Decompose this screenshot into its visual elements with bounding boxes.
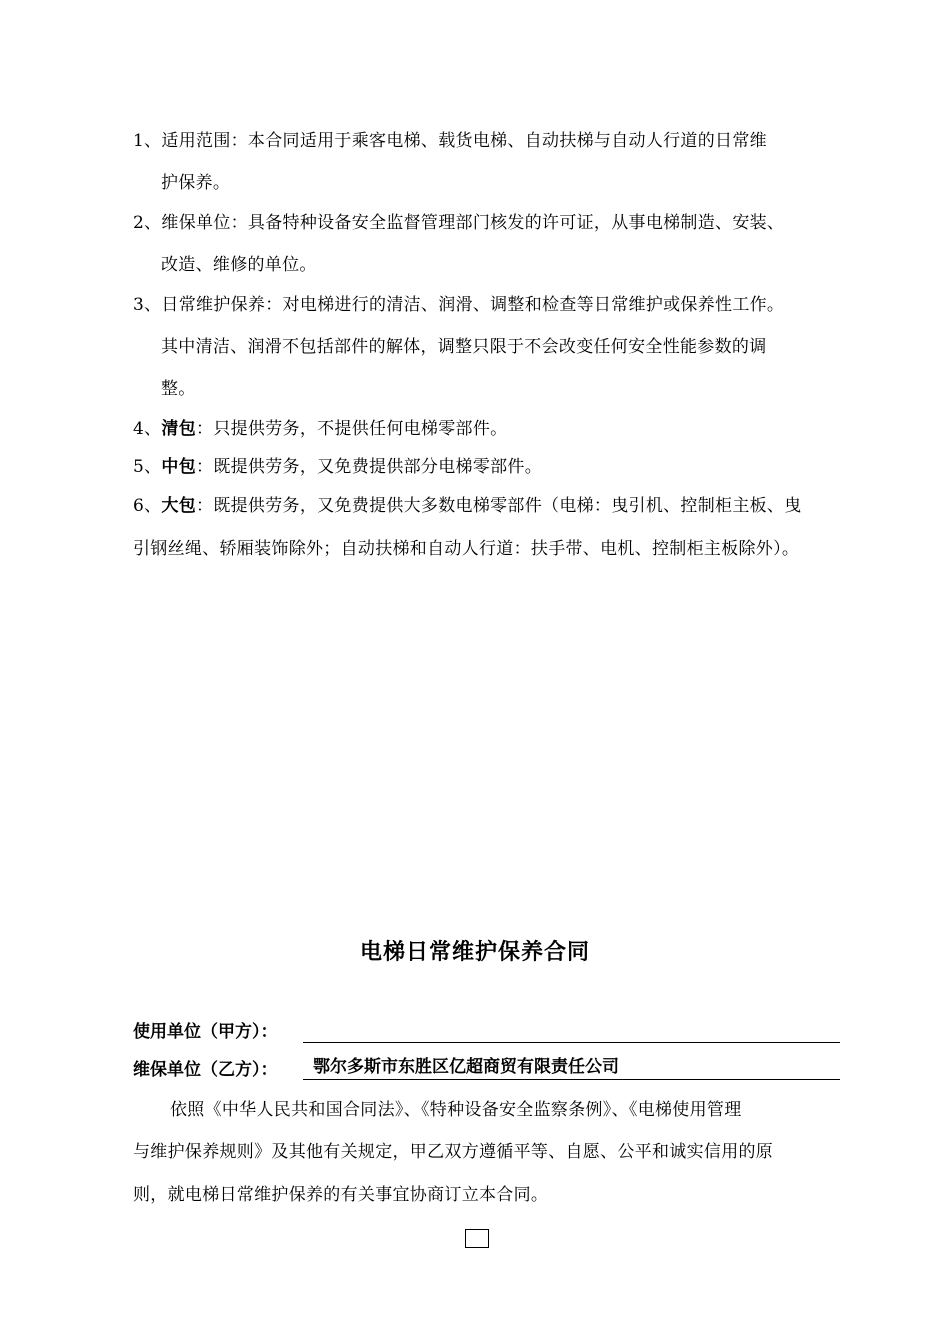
definition-4: [133, 417, 507, 441]
definition-6-continuation: 引钢丝绳、轿厢装饰除外；自动扶梯和自动人行道：扶手带、电机、控制柜主板除外）。: [133, 539, 800, 559]
preamble-line-3: 则，就电梯日常维护保养的有关事宜协商订立本合同。: [133, 1185, 549, 1205]
definition-3-line-3: 整。: [161, 379, 196, 399]
definition-1-line-1: 1、适用范围：本合同适用于乘客电梯、载货电梯、自动扶梯与自动人行道的日常维: [133, 131, 767, 151]
definition-3-line-1: 3、日常维护保养：对电梯进行的清洁、润滑、调整和检查等日常维护或保养性工作。: [133, 295, 785, 315]
definition-5-term: 中包: [161, 457, 197, 477]
definition-3-line-2: 其中清洁、润滑不包括部件的解体，调整只限于不会改变任何安全性能参数的调: [161, 337, 767, 357]
party-a-field[interactable]: [303, 1018, 840, 1043]
preamble-line-2: 与维护保养规则》及其他有关规定，甲乙双方遵循平等、自愿、公平和诚实信用的原: [133, 1142, 774, 1162]
page-number-box: [465, 1229, 489, 1248]
definition-6: [133, 494, 802, 518]
contract-title: 电梯日常维护保养合同: [359, 940, 590, 965]
definition-6-text: ：既提供劳务，又免费提供大多数电梯零部件（电梯：曳引机、控制柜主板、曳: [196, 496, 802, 516]
definition-5: [133, 455, 542, 479]
party-b-field[interactable]: [303, 1055, 840, 1080]
definition-5-text: ：既提供劳务，又免费提供部分电梯零部件。: [196, 457, 543, 477]
definition-6-term: 大包: [161, 496, 197, 516]
definition-4-text: ：只提供劳务，不提供任何电梯零部件。: [196, 419, 508, 439]
definition-2-line-1: 2、维保单位：具备特种设备安全监督管理部门核发的许可证，从事电梯制造、安装、: [133, 213, 785, 233]
definition-4-prefix: 4、: [133, 419, 162, 439]
definition-1-line-2: 护保养。: [161, 173, 231, 193]
preamble-line-1: 依照《中华人民共和国合同法》、《特种设备安全监察条例》、《电梯使用管理: [170, 1100, 742, 1120]
party-b-label: 维保单位（乙方）：: [133, 1060, 278, 1080]
party-b-value: 鄂尔多斯市东胜区亿超商贸有限责任公司: [313, 1057, 619, 1077]
definition-4-term: 清包: [161, 419, 197, 439]
definition-6-prefix: 6、: [133, 496, 162, 516]
definition-2-line-2: 改造、维修的单位。: [161, 255, 317, 275]
definition-5-prefix: 5、: [133, 457, 162, 477]
party-a-label: 使用单位（甲方）：: [133, 1022, 278, 1042]
